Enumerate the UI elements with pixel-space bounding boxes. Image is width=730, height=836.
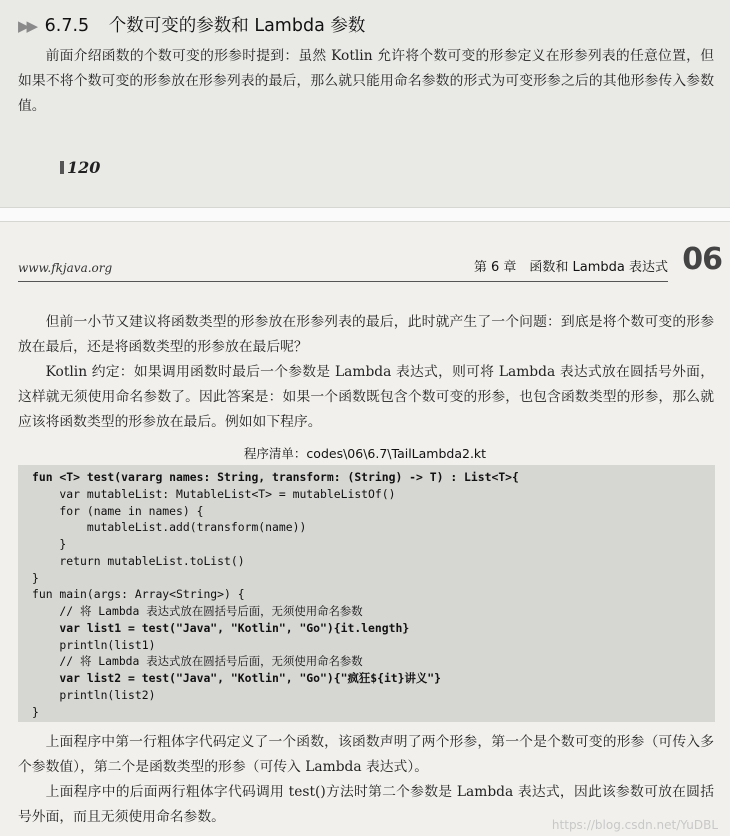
code-line: var list2 = test("Java", "Kotlin", "Go"){"疯狂${it}讲义"} [32, 671, 442, 685]
code-line: for (name in names) { [32, 503, 204, 518]
code-line: fun <T> test(vararg names: String, transform: (String) -> T) : List<T>{ [32, 470, 519, 484]
code-text [32, 469, 519, 720]
section-number: 6.7.5 [44, 16, 90, 36]
top-page [0, 0, 730, 207]
double-arrow-icon: ▶▶ [18, 17, 36, 35]
site-url: www.fkjava.org [18, 261, 113, 275]
paragraph: Kotlin 约定：如果调用函数时最后一个参数是 Lambda 表达式，则可将 Lambda 表达式放在圆括号外面，这样就无须使用命名参数了。因此答案是：如果一个函数既包含个数可变的形参，也包含函数类型的形参，那么就应该将函数类型的形参放在最后。例如如下程序。 [18, 364, 714, 430]
code-line: } [32, 537, 67, 551]
paragraph: 但前一小节又建议将函数类型的形参放在形参列表的最后，此时就产生了一个问题：到底是将个数可变的形参放在最后，还是将函数类型的形参放在最后呢？ [18, 314, 714, 355]
paragraph: 上面程序中第一行粗体字代码定义了一个函数，该函数声明了两个形参，第一个是个数可变的形参（可传入多个参数值），第二个是函数类型的形参（可传入 Lambda 表达式）。 [18, 734, 714, 775]
section-heading [18, 12, 365, 37]
code-line: println(list2) [32, 687, 156, 702]
intro-paragraphs [18, 310, 714, 435]
page-gap [0, 207, 730, 222]
code-line: var mutableList: MutableList<T> = mutableListOf() [32, 486, 396, 501]
watermark: https://blog.csdn.net/YuDBL [551, 818, 718, 832]
code-line: var list1 = test("Java", "Kotlin", "Go"){it.length} [32, 620, 410, 635]
code-line: } [32, 570, 39, 585]
paragraph: 上面程序中的后面两行粗体字代码调用 test()方法时第二个参数是 Lambda 表达式，因此该参数可放在圆括号外面，而且无须使用命名参数。 [18, 784, 714, 825]
code-line: return mutableList.toList() [32, 553, 245, 568]
chapter-number: 06 [682, 242, 722, 277]
page-number: 120 [60, 158, 100, 177]
section-title: 个数可变的参数和 Lambda 参数 [108, 16, 366, 36]
bottom-page [0, 222, 730, 836]
code-line: println(list1) [32, 637, 156, 652]
section-paragraph: 前面介绍函数的个数可变的形参时提到：虽然 Kotlin 允许将个数可变的形参定义在形参列表的任意位置，但如果不将个数可变的形参放在形参列表的最后，那么就只能用命名参数的形式为可变形参之后的其他形参传入参数值。 [18, 48, 714, 114]
chapter-label: 第 6 章 函数和 Lambda 表达式 [473, 260, 668, 275]
code-line: fun main(args: Array<String>) { [32, 587, 245, 602]
code-line: mutableList.add(transform(name)) [32, 520, 307, 535]
listing-title: 程序清单：codes\06\6.7\TailLambda2.kt [243, 446, 487, 461]
code-line: // 将 Lambda 表达式放在圆括号后面，无须使用命名参数 [32, 654, 363, 669]
code-line: } [32, 704, 39, 719]
header-rule [18, 281, 668, 282]
code-line: // 将 Lambda 表达式放在圆括号后面，无须使用命名参数 [32, 604, 363, 618]
explanation-paragraphs [18, 730, 714, 830]
page-marker-icon [60, 161, 64, 174]
